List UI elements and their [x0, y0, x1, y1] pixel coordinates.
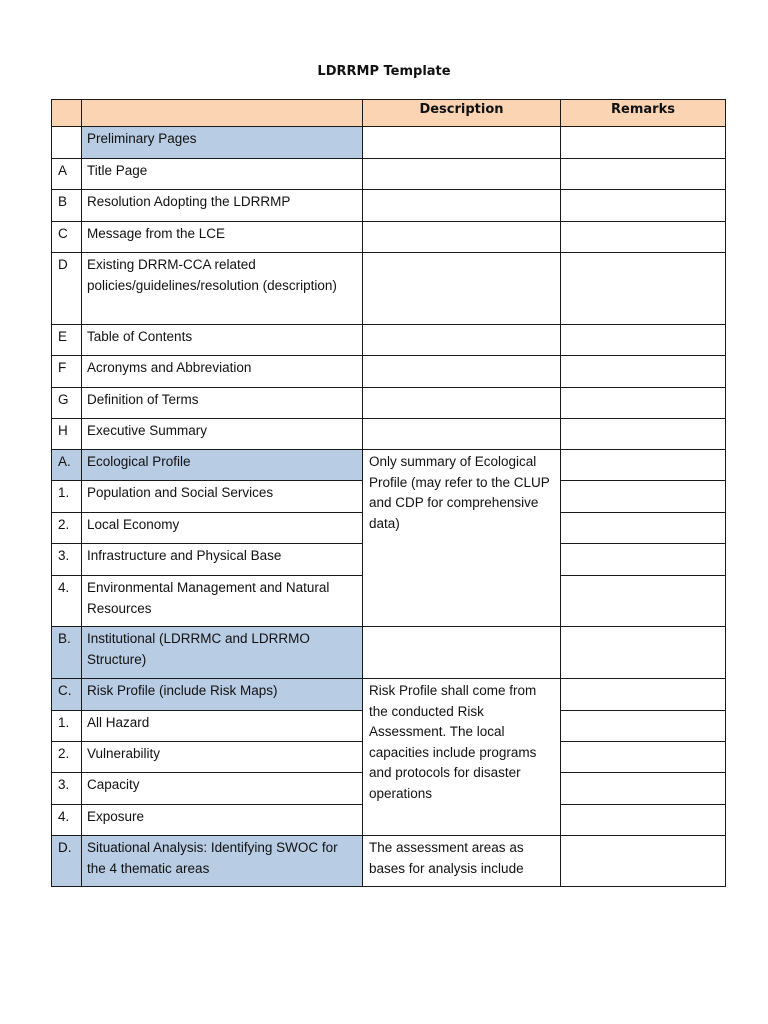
row-item: Existing DRRM-CCA related policies/guidelines/resolution (description) — [82, 253, 363, 325]
row-description — [363, 222, 561, 253]
row-code: G — [52, 388, 82, 419]
header-row — [52, 100, 726, 127]
row-remarks — [561, 513, 726, 544]
table-row — [52, 127, 726, 159]
row-code: 1. — [52, 711, 82, 742]
table-row — [52, 325, 726, 356]
row-item: Executive Summary — [82, 419, 363, 450]
row-remarks — [561, 450, 726, 481]
row-remarks — [561, 325, 726, 356]
row-code: D. — [52, 836, 82, 887]
table-row — [52, 159, 726, 190]
row-code: 2. — [52, 513, 82, 544]
row-description — [363, 627, 561, 679]
table-row — [52, 253, 726, 325]
header-item — [82, 100, 363, 127]
row-remarks — [561, 127, 726, 159]
row-remarks — [561, 679, 726, 711]
row-description — [363, 159, 561, 190]
row-code: 1. — [52, 481, 82, 513]
row-remarks — [561, 711, 726, 742]
row-item: All Hazard — [82, 711, 363, 742]
row-remarks — [561, 481, 726, 513]
table-row — [52, 836, 726, 887]
row-remarks — [561, 773, 726, 805]
document-title: LDRRMP Template — [317, 64, 451, 79]
row-remarks — [561, 836, 726, 887]
row-remarks — [561, 576, 726, 627]
row-code: 4. — [52, 576, 82, 627]
row-code: C — [52, 222, 82, 253]
row-item: Infrastructure and Physical Base — [82, 544, 363, 576]
situational-description: The assessment areas as bases for analysis include — [363, 836, 561, 887]
row-item: Capacity — [82, 773, 363, 805]
row-remarks — [561, 159, 726, 190]
ldrrmp-table — [51, 99, 726, 887]
header-description: Description — [363, 100, 561, 127]
row-code: D — [52, 253, 82, 325]
row-item: Preliminary Pages — [82, 127, 363, 159]
row-code: 2. — [52, 742, 82, 773]
row-item: Risk Profile (include Risk Maps) — [82, 679, 363, 711]
row-item: Ecological Profile — [82, 450, 363, 481]
row-code: E — [52, 325, 82, 356]
row-code: H — [52, 419, 82, 450]
table-row — [52, 419, 726, 450]
row-description — [363, 253, 561, 325]
table-row — [52, 356, 726, 388]
row-item: Population and Social Services — [82, 481, 363, 513]
row-item: Environmental Management and Natural Resources — [82, 576, 363, 627]
row-remarks — [561, 805, 726, 836]
header-code — [52, 100, 82, 127]
row-item: Resolution Adopting the LDRRMP — [82, 190, 363, 222]
table-row — [52, 627, 726, 679]
row-description — [363, 419, 561, 450]
row-description — [363, 127, 561, 159]
row-remarks — [561, 222, 726, 253]
row-remarks — [561, 627, 726, 679]
row-description — [363, 356, 561, 388]
row-item: Title Page — [82, 159, 363, 190]
table-row — [52, 450, 726, 481]
row-item: Vulnerability — [82, 742, 363, 773]
row-code: 3. — [52, 773, 82, 805]
row-item: Local Economy — [82, 513, 363, 544]
row-description — [363, 388, 561, 419]
row-item: Definition of Terms — [82, 388, 363, 419]
row-item: Table of Contents — [82, 325, 363, 356]
row-remarks — [561, 388, 726, 419]
row-remarks — [561, 742, 726, 773]
row-item: Institutional (LDRRMC and LDRRMO Structure) — [82, 627, 363, 679]
row-code: C. — [52, 679, 82, 711]
row-code: B. — [52, 627, 82, 679]
row-remarks — [561, 356, 726, 388]
row-remarks — [561, 544, 726, 576]
row-code: 4. — [52, 805, 82, 836]
row-code: F — [52, 356, 82, 388]
row-code: A. — [52, 450, 82, 481]
row-item: Exposure — [82, 805, 363, 836]
risk-description: Risk Profile shall come from the conducted Risk Assessment. The local capacities include programs and protocols for disaster operations — [363, 679, 561, 836]
row-description — [363, 190, 561, 222]
row-code: A — [52, 159, 82, 190]
row-code: B — [52, 190, 82, 222]
row-remarks — [561, 253, 726, 325]
table-row — [52, 222, 726, 253]
row-code: 3. — [52, 544, 82, 576]
row-code — [52, 127, 82, 159]
row-description — [363, 325, 561, 356]
table-row — [52, 388, 726, 419]
header-remarks: Remarks — [561, 100, 726, 127]
table-row — [52, 679, 726, 711]
row-remarks — [561, 190, 726, 222]
row-item: Situational Analysis: Identifying SWOC for the 4 thematic areas — [82, 836, 363, 887]
row-item: Message from the LCE — [82, 222, 363, 253]
row-item: Acronyms and Abbreviation — [82, 356, 363, 388]
ecological-description: Only summary of Ecological Profile (may refer to the CLUP and CDP for comprehensive data) — [363, 450, 561, 627]
table-row — [52, 190, 726, 222]
row-remarks — [561, 419, 726, 450]
